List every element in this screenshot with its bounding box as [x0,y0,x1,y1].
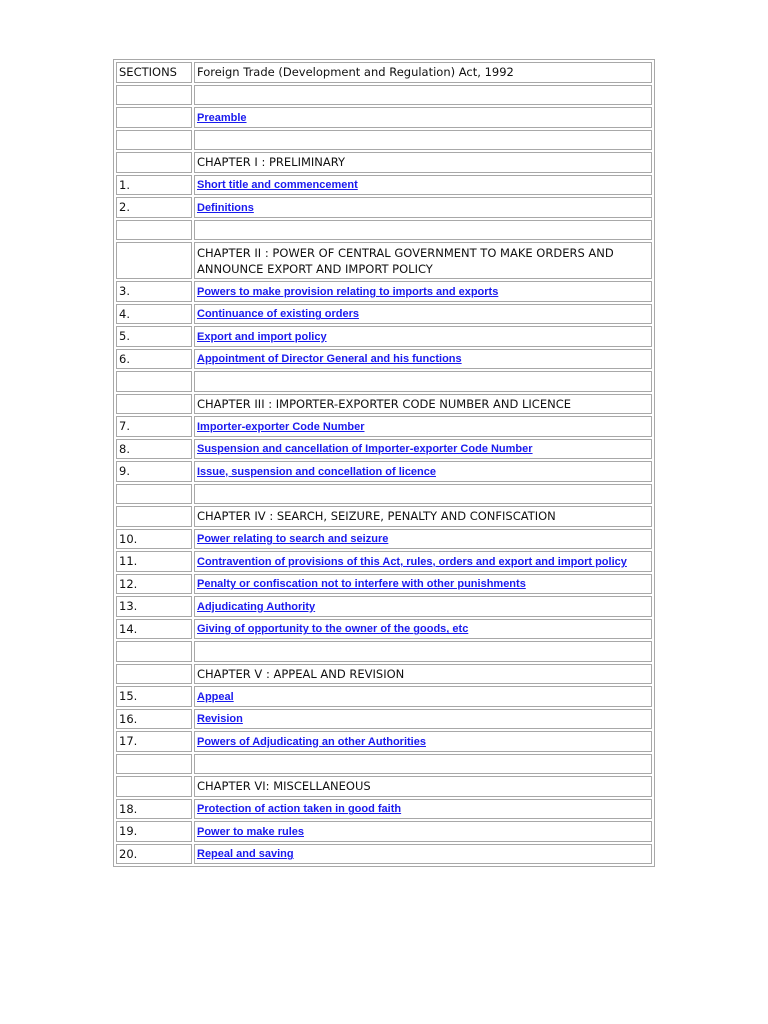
chapter-row [116,242,652,279]
section-link[interactable]: Appeal [197,690,234,703]
section-number: 7. [116,416,192,437]
section-link[interactable]: Contravention of provisions of this Act, rules, orders and export and import policy [197,555,627,568]
spacer-row [116,220,652,241]
section-link[interactable]: Preamble [197,111,247,124]
section-number: 6. [116,349,192,370]
section-row [116,731,652,752]
empty-section-cell [116,242,192,279]
section-title-cell [194,175,652,196]
section-row [116,619,652,640]
section-row [116,281,652,302]
section-row [116,686,652,707]
empty-section-cell [116,506,192,527]
empty-title-cell [194,484,652,505]
empty-section-cell [116,484,192,505]
section-link[interactable]: Adjudicating Authority [197,600,316,613]
section-link[interactable]: Penalty or confiscation not to interfere with other punishments [197,578,526,591]
spacer-row [116,484,652,505]
section-link[interactable]: Export and import policy [197,330,327,343]
section-title-cell [194,529,652,550]
empty-section-cell [116,130,192,151]
chapter-heading: CHAPTER VI: MISCELLANEOUS [194,776,652,797]
spacer-row [116,85,652,106]
section-row [116,349,652,370]
section-number: 12. [116,574,192,595]
chapter-heading: CHAPTER IV : SEARCH, SEIZURE, PENALTY AND CONFISCATION [194,506,652,527]
chapter-row [116,664,652,685]
empty-section-cell [116,754,192,775]
chapter-row [116,152,652,173]
empty-section-cell [116,641,192,662]
section-row [116,844,652,865]
section-link[interactable]: Giving of opportunity to the owner of the goods, etc [197,623,469,636]
contents-table-body [116,62,652,864]
section-number: 4. [116,304,192,325]
section-link[interactable]: Importer-exporter Code Number [197,420,365,433]
section-link[interactable]: Powers of Adjudicating an other Authorities [197,735,426,748]
empty-title-cell [194,754,652,775]
section-row [116,107,652,128]
chapter-heading: CHAPTER III : IMPORTER-EXPORTER CODE NUMBER AND LICENCE [194,394,652,415]
section-link[interactable]: Appointment of Director General and his functions [197,353,462,366]
section-link[interactable]: Short title and commencement [197,179,358,192]
section-row [116,326,652,347]
section-title-cell [194,844,652,865]
section-row [116,709,652,730]
header-row [116,62,652,83]
section-row [116,439,652,460]
chapter-row [116,776,652,797]
section-title-cell [194,326,652,347]
section-row [116,416,652,437]
section-link[interactable]: Definitions [197,201,254,214]
section-row [116,461,652,482]
section-row [116,197,652,218]
section-link[interactable]: Protection of action taken in good faith [197,803,402,816]
section-number: 9. [116,461,192,482]
empty-section-cell [116,85,192,106]
act-contents-table [113,59,655,867]
chapter-heading: CHAPTER II : POWER OF CENTRAL GOVERNMENT TO MAKE ORDERS AND ANNOUNCE EXPORT AND IMPORT POLICY [194,242,652,279]
chapter-row [116,506,652,527]
section-title-cell [194,551,652,572]
section-title-cell [194,304,652,325]
section-row [116,596,652,617]
section-title-cell [194,107,652,128]
section-number: 20. [116,844,192,865]
section-link[interactable]: Power relating to search and seizure [197,533,389,546]
section-link[interactable]: Continuance of existing orders [197,308,359,321]
section-number: 8. [116,439,192,460]
section-number: 16. [116,709,192,730]
empty-title-cell [194,85,652,106]
empty-section-cell [116,776,192,797]
spacer-row [116,754,652,775]
section-number: 5. [116,326,192,347]
section-title-cell [194,416,652,437]
empty-section-cell [116,394,192,415]
section-title-cell [194,799,652,820]
section-number: 14. [116,619,192,640]
section-title-cell [194,686,652,707]
section-number: 18. [116,799,192,820]
chapter-heading: CHAPTER I : PRELIMINARY [194,152,652,173]
section-link[interactable]: Issue, suspension and concellation of licence [197,465,437,478]
empty-section-cell [116,152,192,173]
section-title-cell [194,731,652,752]
section-row [116,799,652,820]
section-title-cell [194,709,652,730]
section-number: 15. [116,686,192,707]
section-title-cell [194,574,652,595]
document-page [113,59,655,867]
section-number [116,107,192,128]
section-title-cell [194,281,652,302]
section-link[interactable]: Suspension and cancellation of Importer-exporter Code Number [197,443,533,456]
spacer-row [116,371,652,392]
empty-title-cell [194,220,652,241]
section-link[interactable]: Repeal and saving [197,848,294,861]
section-number: 13. [116,596,192,617]
section-number: 3. [116,281,192,302]
section-row [116,304,652,325]
section-row [116,821,652,842]
section-title-cell [194,619,652,640]
section-number: 1. [116,175,192,196]
sections-header: SECTIONS [116,62,192,83]
chapter-heading: CHAPTER V : APPEAL AND REVISION [194,664,652,685]
section-title-cell [194,439,652,460]
section-title-cell [194,349,652,370]
section-row [116,529,652,550]
section-title-cell [194,596,652,617]
section-number: 11. [116,551,192,572]
empty-title-cell [194,371,652,392]
section-row [116,574,652,595]
chapter-row [116,394,652,415]
section-number: 2. [116,197,192,218]
section-link[interactable]: Powers to make provision relating to imports and exports [197,285,499,298]
empty-section-cell [116,371,192,392]
empty-title-cell [194,641,652,662]
section-row [116,551,652,572]
section-link[interactable]: Revision [197,713,243,726]
section-title-cell [194,821,652,842]
section-row [116,175,652,196]
section-number: 17. [116,731,192,752]
empty-section-cell [116,664,192,685]
act-title: Foreign Trade (Development and Regulation) Act, 1992 [194,62,652,83]
empty-title-cell [194,130,652,151]
section-title-cell [194,197,652,218]
spacer-row [116,130,652,151]
section-number: 19. [116,821,192,842]
section-link[interactable]: Power to make rules [197,825,304,838]
section-title-cell [194,461,652,482]
empty-section-cell [116,220,192,241]
spacer-row [116,641,652,662]
section-number: 10. [116,529,192,550]
